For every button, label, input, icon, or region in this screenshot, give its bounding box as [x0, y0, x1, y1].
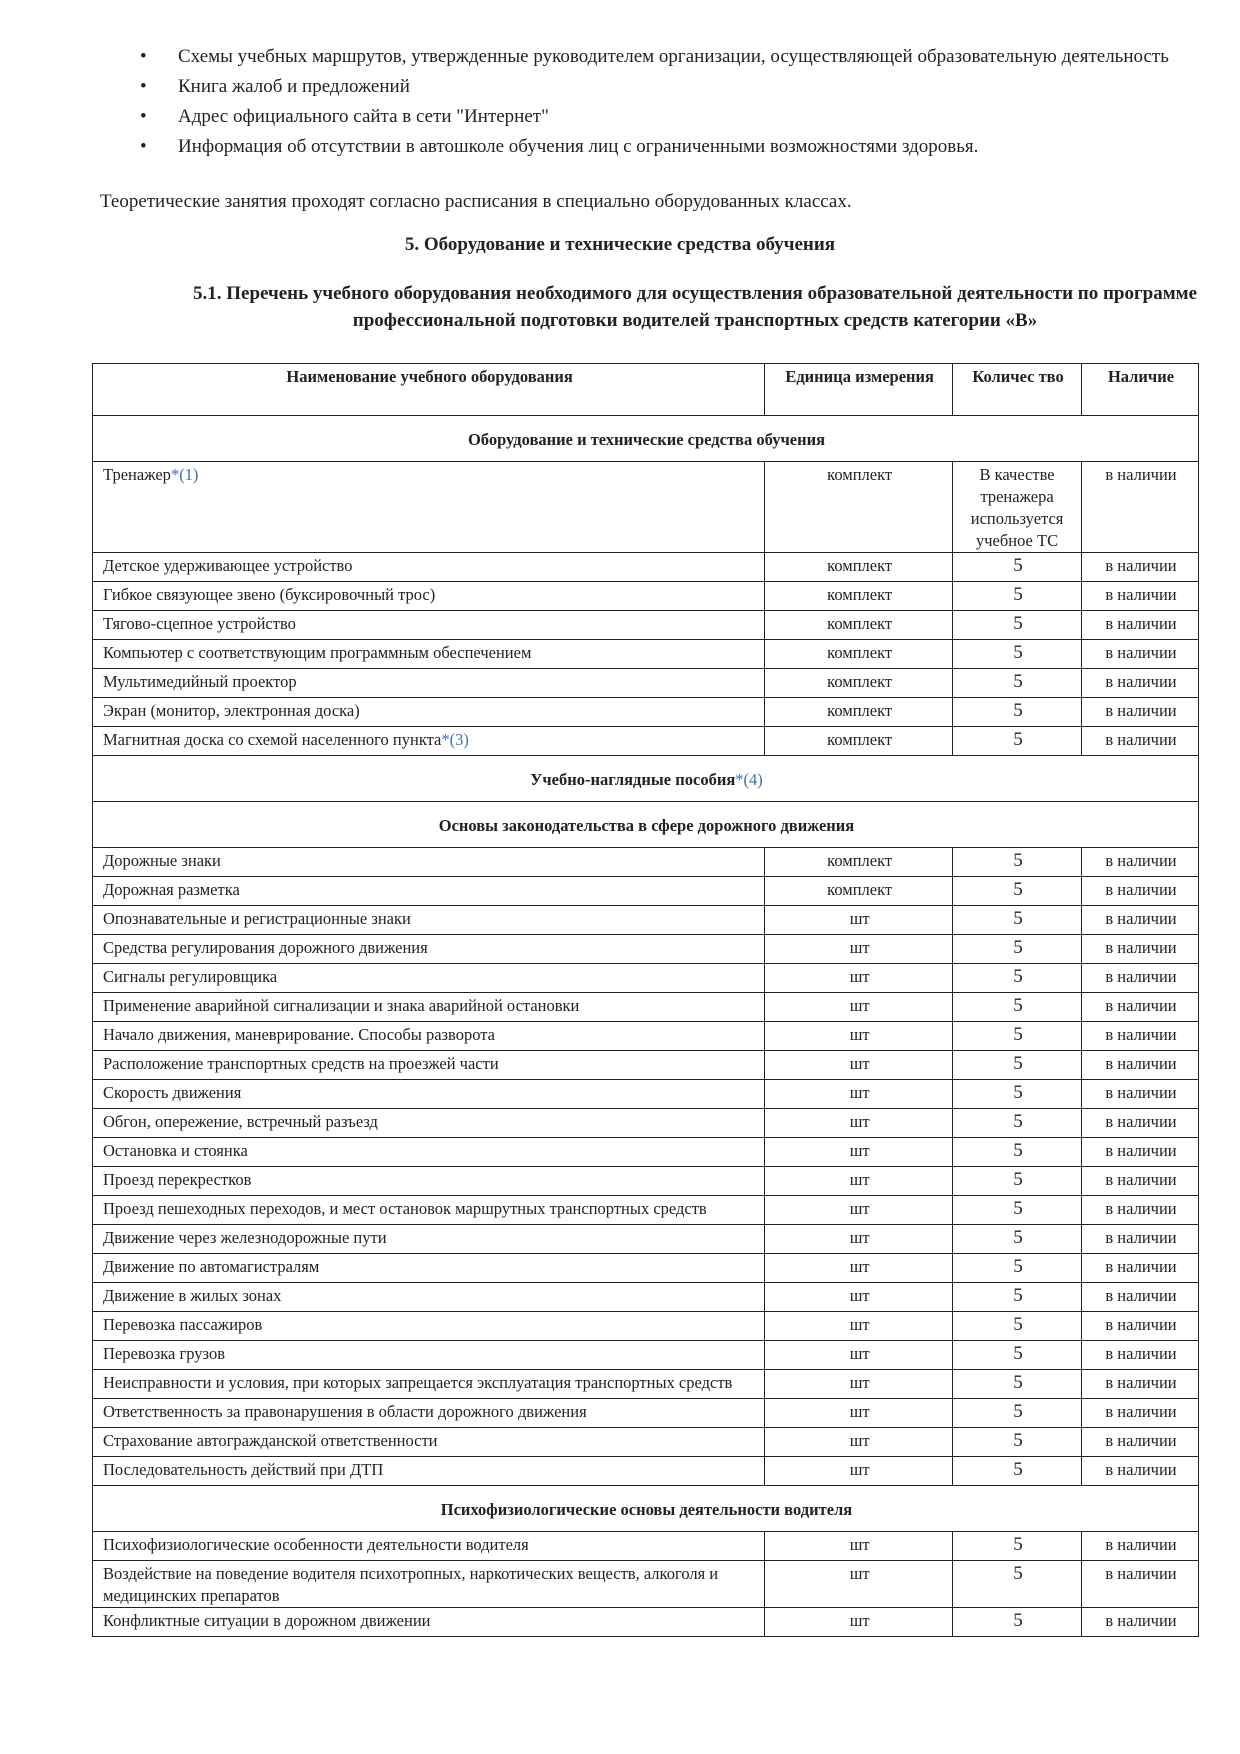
- group-row: [93, 756, 1199, 802]
- table-row: [93, 935, 1199, 964]
- cell-unit: шт: [765, 1225, 953, 1254]
- cell-name: Перевозка грузов: [93, 1341, 765, 1370]
- cell-qty: В качестве тренажера используется учебное ТС: [953, 462, 1082, 553]
- cell-name: Тягово-сцепное устройство: [93, 611, 765, 640]
- cell-qty: 5: [953, 669, 1082, 698]
- cell-unit: комплект: [765, 727, 953, 756]
- cell-name: Воздействие на поведение водителя психотропных, наркотических веществ, алкоголя и медицинских препаратов: [93, 1561, 765, 1608]
- table-row: [93, 669, 1199, 698]
- table-header-row: [93, 364, 1199, 416]
- bullet-icon: •: [140, 136, 147, 157]
- table-row: [93, 698, 1199, 727]
- cell-qty: 5: [953, 1312, 1082, 1341]
- cell-availability: в наличии: [1082, 1167, 1199, 1196]
- table-row: [93, 1457, 1199, 1486]
- cell-availability: в наличии: [1082, 1254, 1199, 1283]
- cell-availability: в наличии: [1082, 669, 1199, 698]
- cell-availability: в наличии: [1082, 1399, 1199, 1428]
- table-row: [93, 848, 1199, 877]
- cell-qty: 5: [953, 1225, 1082, 1254]
- cell-availability: в наличии: [1082, 1138, 1199, 1167]
- cell-name: Скорость движения: [93, 1080, 765, 1109]
- cell-name: Обгон, опережение, встречный разъезд: [93, 1109, 765, 1138]
- cell-unit: шт: [765, 1022, 953, 1051]
- cell-qty: 5: [953, 1283, 1082, 1312]
- cell-availability: в наличии: [1082, 1341, 1199, 1370]
- cell-qty: 5: [953, 1399, 1082, 1428]
- table-row: [93, 1399, 1199, 1428]
- cell-availability: в наличии: [1082, 462, 1199, 553]
- table-row: [93, 1561, 1199, 1608]
- cell-unit: шт: [765, 1080, 953, 1109]
- cell-availability: в наличии: [1082, 964, 1199, 993]
- cell-qty: 5: [953, 582, 1082, 611]
- cell-qty: 5: [953, 935, 1082, 964]
- cell-qty: 5: [953, 1254, 1082, 1283]
- cell-availability: в наличии: [1082, 1196, 1199, 1225]
- cell-qty: 5: [953, 1608, 1082, 1637]
- cell-unit: шт: [765, 1532, 953, 1561]
- cell-qty: 5: [953, 698, 1082, 727]
- table-row: [93, 582, 1199, 611]
- cell-qty: 5: [953, 1138, 1082, 1167]
- footnote-link[interactable]: *(3): [441, 730, 469, 749]
- cell-qty: 5: [953, 1561, 1082, 1608]
- cell-qty: 5: [953, 1457, 1082, 1486]
- bullet-icon: •: [140, 46, 147, 67]
- cell-unit: шт: [765, 1341, 953, 1370]
- cell-qty: 5: [953, 1080, 1082, 1109]
- cell-qty: 5: [953, 906, 1082, 935]
- cell-name: Гибкое связующее звено (буксировочный трос): [93, 582, 765, 611]
- table-row: [93, 640, 1199, 669]
- cell-qty: 5: [953, 1022, 1082, 1051]
- cell-name: Конфликтные ситуации в дорожном движении: [93, 1608, 765, 1637]
- cell-qty: 5: [953, 964, 1082, 993]
- body-paragraph: Теоретические занятия проходят согласно расписания в специально оборудованных классах.: [100, 191, 852, 212]
- cell-qty: 5: [953, 727, 1082, 756]
- cell-name: Движение по автомагистралям: [93, 1254, 765, 1283]
- cell-qty: 5: [953, 640, 1082, 669]
- cell-unit: шт: [765, 993, 953, 1022]
- cell-unit: шт: [765, 1608, 953, 1637]
- cell-unit: шт: [765, 1312, 953, 1341]
- cell-qty: 5: [953, 1370, 1082, 1399]
- cell-availability: в наличии: [1082, 993, 1199, 1022]
- table-row: [93, 1341, 1199, 1370]
- table-row: [93, 1051, 1199, 1080]
- cell-unit: шт: [765, 1457, 953, 1486]
- cell-qty: 5: [953, 1428, 1082, 1457]
- table-row: [93, 1109, 1199, 1138]
- cell-availability: в наличии: [1082, 1109, 1199, 1138]
- group-title: Психофизиологические основы деятельности водителя: [93, 1486, 1199, 1532]
- header-name: Наименование учебного оборудования: [93, 364, 765, 416]
- bullet-list: [140, 42, 1190, 162]
- table-row: [93, 1225, 1199, 1254]
- table-row: [93, 993, 1199, 1022]
- cell-unit: шт: [765, 1283, 953, 1312]
- cell-name: Сигналы регулировщика: [93, 964, 765, 993]
- cell-name: Детское удерживающее устройство: [93, 553, 765, 582]
- bullet-icon: •: [140, 76, 147, 97]
- cell-name: Начало движения, маневрирование. Способы разворота: [93, 1022, 765, 1051]
- table-row: [93, 611, 1199, 640]
- cell-unit: шт: [765, 1196, 953, 1225]
- header-qty: Количес тво: [953, 364, 1082, 416]
- bullet-icon: •: [140, 106, 147, 127]
- cell-unit: комплект: [765, 582, 953, 611]
- table-row: [93, 877, 1199, 906]
- cell-availability: в наличии: [1082, 1312, 1199, 1341]
- list-item: • Информация об отсутствии в автошколе обучения лиц с ограниченными возможностями здоровья.: [140, 132, 1190, 162]
- cell-name: Неисправности и условия, при которых запрещается эксплуатация транспортных средств: [93, 1370, 765, 1399]
- list-item: • Книга жалоб и предложений: [140, 72, 1190, 102]
- header-availability: Наличие: [1082, 364, 1199, 416]
- cell-name: Применение аварийной сигнализации и знака аварийной остановки: [93, 993, 765, 1022]
- list-item: • Адрес официального сайта в сети "Интернет": [140, 102, 1190, 132]
- cell-unit: комплект: [765, 698, 953, 727]
- group-title: Оборудование и технические средства обучения: [93, 416, 1199, 462]
- cell-name: Дорожные знаки: [93, 848, 765, 877]
- cell-unit: шт: [765, 935, 953, 964]
- cell-name: Опознавательные и регистрационные знаки: [93, 906, 765, 935]
- cell-qty: 5: [953, 848, 1082, 877]
- cell-availability: в наличии: [1082, 611, 1199, 640]
- cell-unit: комплект: [765, 611, 953, 640]
- header-unit: Единица измерения: [765, 364, 953, 416]
- cell-qty: 5: [953, 611, 1082, 640]
- table-row: [93, 1532, 1199, 1561]
- group-title: Учебно-наглядные пособия*(4): [93, 756, 1199, 802]
- cell-name: Движение через железнодорожные пути: [93, 1225, 765, 1254]
- footnote-link[interactable]: *(4): [735, 769, 763, 789]
- cell-name: Проезд пешеходных переходов, и мест остановок маршрутных транспортных средств: [93, 1196, 765, 1225]
- cell-name: Ответственность за правонарушения в области дорожного движения: [93, 1399, 765, 1428]
- cell-qty: 5: [953, 1341, 1082, 1370]
- cell-availability: в наличии: [1082, 1370, 1199, 1399]
- cell-availability: в наличии: [1082, 877, 1199, 906]
- cell-availability: в наличии: [1082, 1457, 1199, 1486]
- table-row: [93, 727, 1199, 756]
- cell-name: Страхование автогражданской ответственности: [93, 1428, 765, 1457]
- cell-name: Движение в жилых зонах: [93, 1283, 765, 1312]
- cell-unit: шт: [765, 1561, 953, 1608]
- cell-availability: в наличии: [1082, 1532, 1199, 1561]
- table-row: [93, 1196, 1199, 1225]
- cell-name: Последовательность действий при ДТП: [93, 1457, 765, 1486]
- cell-qty: 5: [953, 877, 1082, 906]
- cell-unit: шт: [765, 1428, 953, 1457]
- cell-unit: комплект: [765, 877, 953, 906]
- cell-name: Остановка и стоянка: [93, 1138, 765, 1167]
- cell-availability: в наличии: [1082, 553, 1199, 582]
- cell-availability: в наличии: [1082, 1080, 1199, 1109]
- cell-name: Экран (монитор, электронная доска): [93, 698, 765, 727]
- cell-availability: в наличии: [1082, 848, 1199, 877]
- cell-unit: шт: [765, 1399, 953, 1428]
- table-row: [93, 1254, 1199, 1283]
- cell-qty: 5: [953, 1109, 1082, 1138]
- cell-unit: шт: [765, 1109, 953, 1138]
- section-title: 5. Оборудование и технические средства обучения: [404, 234, 836, 255]
- table-row: [93, 462, 1199, 553]
- cell-availability: в наличии: [1082, 1051, 1199, 1080]
- table-row: [93, 1370, 1199, 1399]
- cell-unit: шт: [765, 1138, 953, 1167]
- cell-availability: в наличии: [1082, 727, 1199, 756]
- table-row: [93, 1022, 1199, 1051]
- subsection-title: 5.1. Перечень учебного оборудования необходимого для осуществления образовательной деятельности по программе профессиональной подготовки водителей транспортных средств категории «В»: [192, 283, 1198, 331]
- cell-name: Перевозка пассажиров: [93, 1312, 765, 1341]
- cell-availability: в наличии: [1082, 1561, 1199, 1608]
- cell-name: Средства регулирования дорожного движения: [93, 935, 765, 964]
- list-item: • Схемы учебных маршрутов, утвержденные руководителем организации, осуществляющей образовательную деятельность: [140, 42, 1190, 72]
- table-row: [93, 1608, 1199, 1637]
- footnote-link[interactable]: *(1): [170, 465, 199, 484]
- cell-unit: шт: [765, 1370, 953, 1399]
- table-row: [93, 553, 1199, 582]
- table-row: [93, 964, 1199, 993]
- table-row: [93, 1138, 1199, 1167]
- cell-availability: в наличии: [1082, 1225, 1199, 1254]
- table-row: [93, 906, 1199, 935]
- cell-unit: комплект: [765, 848, 953, 877]
- cell-unit: комплект: [765, 553, 953, 582]
- cell-name: Тренажер*(1): [93, 462, 765, 553]
- cell-name: Компьютер с соответствующим программным обеспечением: [93, 640, 765, 669]
- group-title: Основы законодательства в сфере дорожного движения: [93, 802, 1199, 848]
- cell-qty: 5: [953, 1532, 1082, 1561]
- cell-availability: в наличии: [1082, 1608, 1199, 1637]
- cell-name: Расположение транспортных средств на проезжей части: [93, 1051, 765, 1080]
- cell-unit: комплект: [765, 640, 953, 669]
- group-row: [93, 802, 1199, 848]
- cell-qty: 5: [953, 1051, 1082, 1080]
- cell-availability: в наличии: [1082, 1428, 1199, 1457]
- cell-availability: в наличии: [1082, 640, 1199, 669]
- cell-unit: шт: [765, 906, 953, 935]
- cell-name: Магнитная доска со схемой населенного пункта*(3): [93, 727, 765, 756]
- cell-availability: в наличии: [1082, 582, 1199, 611]
- table-row: [93, 1167, 1199, 1196]
- cell-qty: 5: [953, 553, 1082, 582]
- group-row: [93, 1486, 1199, 1532]
- cell-availability: в наличии: [1082, 698, 1199, 727]
- table-row: [93, 1283, 1199, 1312]
- cell-name: Проезд перекрестков: [93, 1167, 765, 1196]
- table-row: [93, 1428, 1199, 1457]
- cell-unit: шт: [765, 1051, 953, 1080]
- group-row: [93, 416, 1199, 462]
- cell-name: Мультимедийный проектор: [93, 669, 765, 698]
- cell-name: Дорожная разметка: [93, 877, 765, 906]
- cell-qty: 5: [953, 1196, 1082, 1225]
- cell-unit: комплект: [765, 462, 953, 553]
- table-row: [93, 1080, 1199, 1109]
- cell-name: Психофизиологические особенности деятельности водителя: [93, 1532, 765, 1561]
- cell-qty: 5: [953, 993, 1082, 1022]
- cell-unit: комплект: [765, 669, 953, 698]
- cell-unit: шт: [765, 964, 953, 993]
- cell-availability: в наличии: [1082, 935, 1199, 964]
- cell-qty: 5: [953, 1167, 1082, 1196]
- cell-availability: в наличии: [1082, 906, 1199, 935]
- cell-unit: шт: [765, 1254, 953, 1283]
- table-row: [93, 1312, 1199, 1341]
- cell-unit: шт: [765, 1167, 953, 1196]
- cell-availability: в наличии: [1082, 1022, 1199, 1051]
- equipment-table: [92, 363, 1199, 1637]
- cell-availability: в наличии: [1082, 1283, 1199, 1312]
